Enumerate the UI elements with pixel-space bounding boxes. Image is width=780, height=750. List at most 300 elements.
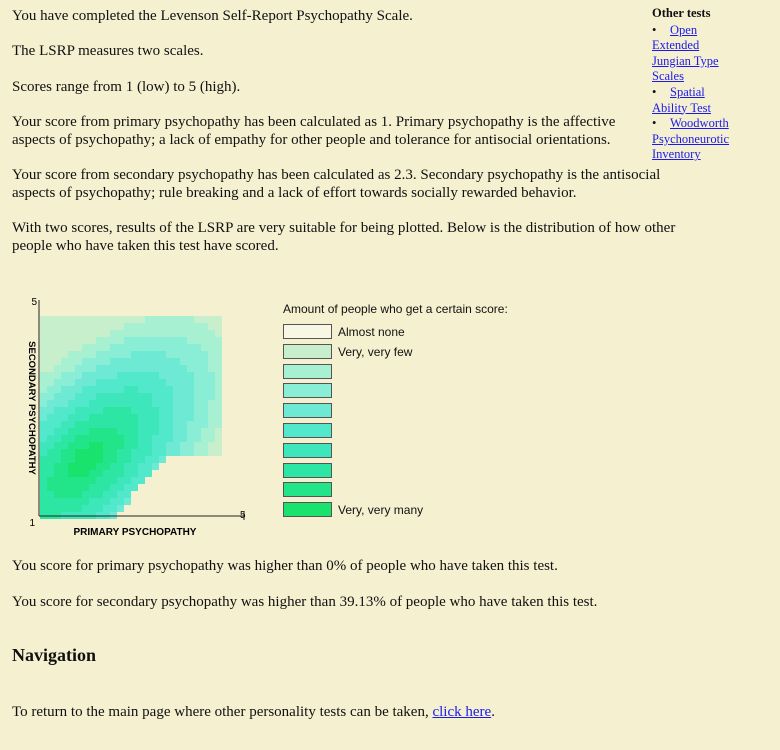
- heatmap-cell: [208, 435, 215, 442]
- heatmap-cell: [117, 435, 124, 442]
- heatmap-cell: [47, 484, 54, 491]
- heatmap-cell: [145, 463, 152, 470]
- heatmap-cell: [145, 379, 152, 386]
- heatmap-cell: [103, 505, 110, 512]
- heatmap-cell: [152, 428, 159, 435]
- secondary-score-line1: Your score from secondary psychopathy has been calculated as 2.3. Secondary psychopathy is the antisocial: [12, 167, 661, 183]
- heatmap-cell: [82, 393, 89, 400]
- heatmap-cell: [215, 449, 222, 456]
- heatmap-cell: [68, 477, 75, 484]
- heatmap-cell: [89, 463, 96, 470]
- heatmap-cell: [82, 358, 89, 365]
- heatmap-cell: [152, 456, 159, 463]
- heatmap-cell: [180, 358, 187, 365]
- heatmap-cell: [208, 358, 215, 365]
- heatmap-cell: [215, 393, 222, 400]
- heatmap-cell: [201, 449, 208, 456]
- heatmap-cell: [82, 463, 89, 470]
- heatmap-cell: [194, 414, 201, 421]
- heatmap-cell: [117, 484, 124, 491]
- heatmap-cell: [138, 414, 145, 421]
- heatmap-cell: [201, 358, 208, 365]
- heatmap-cell: [138, 358, 145, 365]
- heatmap-cell: [82, 386, 89, 393]
- heatmap-cell: [201, 365, 208, 372]
- heatmap-cell: [75, 414, 82, 421]
- heatmap-cell: [131, 372, 138, 379]
- heatmap-cell: [145, 442, 152, 449]
- heatmap-cell: [138, 316, 145, 323]
- heatmap-cell: [117, 358, 124, 365]
- heatmap-cell: [110, 344, 117, 351]
- heatmap-cell: [215, 330, 222, 337]
- heatmap-cell: [103, 365, 110, 372]
- heatmap-cell: [145, 351, 152, 358]
- heatmap-cell: [124, 428, 131, 435]
- heatmap-cell: [96, 330, 103, 337]
- heatmap-cell: [47, 365, 54, 372]
- heatmap-cell: [152, 421, 159, 428]
- legend-row: [283, 482, 508, 502]
- heatmap-cell: [187, 316, 194, 323]
- heatmap-cell: [215, 421, 222, 428]
- plot-intro-text: [12, 219, 675, 255]
- heatmap-cell: [131, 435, 138, 442]
- heatmap-cell: [75, 491, 82, 498]
- heatmap-cell: [54, 393, 61, 400]
- heatmap-cell: [208, 365, 215, 372]
- heatmap-cell: [215, 386, 222, 393]
- heatmap-cell: [89, 505, 96, 512]
- heatmap-cell: [194, 442, 201, 449]
- heatmap-cell: [117, 323, 124, 330]
- heatmap-cell: [75, 372, 82, 379]
- heatmap-cell: [68, 323, 75, 330]
- heatmap-cell: [159, 344, 166, 351]
- heatmap-cell: [208, 344, 215, 351]
- heatmap-cell: [96, 442, 103, 449]
- heatmap-cell: [159, 456, 166, 463]
- heatmap-cell: [152, 351, 159, 358]
- heatmap-cell: [82, 344, 89, 351]
- heatmap-cell: [54, 400, 61, 407]
- heatmap-cell: [61, 435, 68, 442]
- heatmap-cell: [180, 442, 187, 449]
- heatmap-cell: [215, 407, 222, 414]
- heatmap-cell: [82, 498, 89, 505]
- heatmap-cell: [47, 407, 54, 414]
- heatmap-cell: [47, 393, 54, 400]
- heatmap-cell: [194, 372, 201, 379]
- heatmap-cell: [89, 379, 96, 386]
- legend-caption: Amount of people who get a certain score:: [283, 302, 508, 316]
- legend-row: [283, 463, 508, 483]
- heatmap-cell: [75, 344, 82, 351]
- heatmap-cell: [201, 400, 208, 407]
- heatmap-cell: [159, 428, 166, 435]
- heatmap-cell: [82, 365, 89, 372]
- secondary-score-text: [12, 166, 660, 202]
- heatmap-cell: [131, 456, 138, 463]
- primary-percentile-text: You score for primary psychopathy was higher than 0% of people who have taken this test.: [12, 558, 558, 574]
- heatmap-cell: [75, 421, 82, 428]
- heatmap-cell: [54, 386, 61, 393]
- heatmap-cell: [201, 372, 208, 379]
- heatmap-cell: [40, 435, 47, 442]
- heatmap-cell: [54, 330, 61, 337]
- heatmap-cell: [117, 316, 124, 323]
- heatmap-cell: [180, 337, 187, 344]
- navigation-sentence: To return to the main page where other personality tests can be taken,: [12, 704, 433, 720]
- heatmap-cell: [110, 421, 117, 428]
- heatmap-cell: [40, 414, 47, 421]
- heatmap-cell: [89, 498, 96, 505]
- heatmap-cell: [145, 316, 152, 323]
- heatmap-cell: [138, 372, 145, 379]
- heatmap-cell: [166, 337, 173, 344]
- link-open-extended-jungian[interactable]: Open Extended Jungian Type Scales: [652, 22, 719, 84]
- heatmap-cell: [40, 470, 47, 477]
- heatmap-cell: [166, 414, 173, 421]
- heatmap-cell: [152, 337, 159, 344]
- heatmap-cell: [61, 386, 68, 393]
- heatmap-cell: [89, 449, 96, 456]
- heatmap-cell: [54, 316, 61, 323]
- heatmap-cell: [145, 421, 152, 428]
- heatmap-cell: [145, 365, 152, 372]
- heatmap-cell: [96, 484, 103, 491]
- heatmap-cell: [124, 393, 131, 400]
- heatmap-cell: [138, 470, 145, 477]
- heatmap-cell: [124, 372, 131, 379]
- other-tests-title: Other tests: [652, 6, 711, 20]
- heatmap-cell: [124, 358, 131, 365]
- heatmap-cell: [152, 323, 159, 330]
- heatmap-cell: [54, 379, 61, 386]
- heatmap-cell: [124, 316, 131, 323]
- heatmap-cell: [96, 463, 103, 470]
- heatmap-cell: [117, 442, 124, 449]
- heatmap-cell: [117, 470, 124, 477]
- heatmap-cell: [215, 400, 222, 407]
- heatmap-cell: [166, 351, 173, 358]
- heatmap-cell: [138, 449, 145, 456]
- heatmap-cell: [166, 323, 173, 330]
- heatmap-cell: [68, 400, 75, 407]
- heatmap-cell: [131, 470, 138, 477]
- heatmap-cell: [208, 421, 215, 428]
- heatmap-cell: [173, 372, 180, 379]
- heatmap-cell: [215, 442, 222, 449]
- heatmap-cell: [54, 435, 61, 442]
- heatmap-cell: [89, 428, 96, 435]
- heatmap-cell: [40, 393, 47, 400]
- heatmap-cell: [103, 470, 110, 477]
- heatmap-cell: [194, 316, 201, 323]
- link-spatial-ability[interactable]: Spatial Ability Test: [652, 84, 711, 115]
- heatmap-cell: [124, 456, 131, 463]
- heatmap-cell: [187, 414, 194, 421]
- heatmap-cell: [61, 372, 68, 379]
- heatmap-cell: [61, 379, 68, 386]
- heatmap-cell: [110, 463, 117, 470]
- sidebar-item-open-extended-jungian: [652, 23, 772, 85]
- heatmap-cell: [40, 365, 47, 372]
- heatmap-cell: [131, 316, 138, 323]
- heatmap-cell: [215, 337, 222, 344]
- heatmap-cell: [173, 337, 180, 344]
- heatmap-cell: [201, 386, 208, 393]
- heatmap-cell: [124, 330, 131, 337]
- heatmap-cell: [47, 358, 54, 365]
- heatmap-cell: [173, 358, 180, 365]
- heatmap-cell: [61, 344, 68, 351]
- heatmap-cell: [89, 330, 96, 337]
- heatmap-cell: [40, 344, 47, 351]
- heatmap-cell: [82, 484, 89, 491]
- heatmap-cell: [201, 407, 208, 414]
- heatmap-cell: [40, 337, 47, 344]
- heatmap-cell: [61, 330, 68, 337]
- heatmap-cell: [75, 330, 82, 337]
- heatmap-cell: [208, 393, 215, 400]
- heatmap-cell: [201, 393, 208, 400]
- legend-swatch: [283, 364, 332, 379]
- legend-row: [283, 423, 508, 443]
- heatmap-cell: [180, 449, 187, 456]
- heatmap-cell: [166, 435, 173, 442]
- heatmap-cell: [89, 372, 96, 379]
- heatmap-cell: [180, 372, 187, 379]
- heatmap-cell: [180, 323, 187, 330]
- heatmap-cell: [152, 386, 159, 393]
- y-tick-label-5: 5: [31, 297, 37, 308]
- heatmap-cell: [89, 358, 96, 365]
- heatmap-cell: [68, 498, 75, 505]
- heatmap-cell: [96, 456, 103, 463]
- heatmap-cell: [194, 400, 201, 407]
- heatmap-cell: [138, 351, 145, 358]
- heatmap-cell: [117, 505, 124, 512]
- heatmap-cell: [166, 379, 173, 386]
- heatmap-cell: [110, 379, 117, 386]
- heatmap-cell: [173, 414, 180, 421]
- heatmap-cell: [61, 477, 68, 484]
- heatmap-cell: [47, 463, 54, 470]
- heatmap-cell: [152, 442, 159, 449]
- other-tests-sidebar: [652, 6, 772, 163]
- heatmap-cell: [61, 421, 68, 428]
- heatmap-cell: [138, 330, 145, 337]
- heatmap-cell: [173, 421, 180, 428]
- heatmap-cell: [159, 421, 166, 428]
- heatmap-cell: [145, 435, 152, 442]
- heatmap-cell: [68, 414, 75, 421]
- navigation-text: [12, 703, 495, 721]
- heatmap-cell: [103, 379, 110, 386]
- x-tick-label-1: 1: [29, 518, 35, 529]
- heatmap-cell: [180, 407, 187, 414]
- heatmap-cell: [187, 351, 194, 358]
- heatmap-cell: [61, 442, 68, 449]
- heatmap-cell: [54, 351, 61, 358]
- heatmap-cell: [40, 407, 47, 414]
- heatmap-cell: [54, 505, 61, 512]
- heatmap-cell: [68, 456, 75, 463]
- heatmap-cell: [159, 442, 166, 449]
- heatmap-cell: [117, 463, 124, 470]
- heatmap-cell: [117, 379, 124, 386]
- heatmap-cell: [131, 484, 138, 491]
- heatmap-cell: [61, 449, 68, 456]
- heatmap-cell: [89, 442, 96, 449]
- heatmap-cell: [110, 449, 117, 456]
- heatmap-cell: [159, 330, 166, 337]
- x-axis-label: PRIMARY PSYCHOPATHY: [73, 527, 197, 538]
- heatmap-cell: [180, 365, 187, 372]
- heatmap-cell: [131, 323, 138, 330]
- heatmap-cell: [173, 316, 180, 323]
- heatmap-cell: [75, 316, 82, 323]
- heatmap-cell: [54, 442, 61, 449]
- heatmap-cell: [124, 414, 131, 421]
- heatmap-cell: [47, 400, 54, 407]
- heatmap-cell: [82, 379, 89, 386]
- heatmap-cell: [89, 316, 96, 323]
- heatmap-cell: [54, 421, 61, 428]
- heatmap-cell: [82, 323, 89, 330]
- heatmap-cell: [117, 414, 124, 421]
- heatmap-cell: [103, 393, 110, 400]
- bullet-icon: •: [652, 116, 657, 131]
- heatmap-cell: [138, 393, 145, 400]
- heatmap-cell: [54, 449, 61, 456]
- heatmap-cell: [110, 484, 117, 491]
- heatmap-cell: [145, 386, 152, 393]
- heatmap-cell: [173, 400, 180, 407]
- heatmap-cell: [201, 351, 208, 358]
- heatmap-cell: [159, 323, 166, 330]
- heatmap-cell: [47, 386, 54, 393]
- heatmap-cell: [47, 442, 54, 449]
- heatmap-cell: [68, 505, 75, 512]
- heatmap-cell: [145, 456, 152, 463]
- heatmap-cell: [47, 421, 54, 428]
- heatmap-cell: [96, 421, 103, 428]
- measures-text: The LSRP measures two scales.: [12, 43, 204, 59]
- heatmap-cell: [89, 484, 96, 491]
- heatmap-cell: [124, 498, 131, 505]
- heatmap-cell: [68, 379, 75, 386]
- secondary-score-line2: aspects of psychopathy; rule breaking and a lack of effort towards socially rewarded behavior.: [12, 185, 577, 201]
- heatmap-cell: [124, 351, 131, 358]
- heatmap-cell: [68, 421, 75, 428]
- heatmap-cell: [61, 428, 68, 435]
- heatmap-cell: [194, 358, 201, 365]
- heatmap-cell: [96, 435, 103, 442]
- heatmap-cell: [110, 365, 117, 372]
- heatmap-cell: [194, 344, 201, 351]
- heatmap-cell: [145, 372, 152, 379]
- heatmap-cell: [131, 386, 138, 393]
- heatmap-cell: [131, 400, 138, 407]
- x-tick-label-5: 5: [240, 510, 246, 521]
- heatmap-cell: [159, 358, 166, 365]
- heatmap-cell: [61, 414, 68, 421]
- heatmap-cell: [166, 393, 173, 400]
- heatmap-cell: [54, 344, 61, 351]
- heatmap-cell: [159, 379, 166, 386]
- heatmap-cell: [110, 323, 117, 330]
- heatmap-cell: [180, 344, 187, 351]
- legend-swatch: [283, 383, 332, 398]
- heatmap-cell: [47, 351, 54, 358]
- heatmap-cell: [145, 400, 152, 407]
- heatmap-cell: [103, 442, 110, 449]
- heatmap-cell: [47, 337, 54, 344]
- heatmap-cell: [75, 386, 82, 393]
- heatmap-cell: [68, 393, 75, 400]
- heatmap-cell: [68, 484, 75, 491]
- heatmap-cell: [124, 421, 131, 428]
- heatmap-cell: [110, 498, 117, 505]
- heatmap-cell: [54, 337, 61, 344]
- heatmap-cell: [159, 407, 166, 414]
- heatmap-cell: [152, 393, 159, 400]
- primary-score-text: [12, 113, 615, 149]
- heatmap-cell: [131, 414, 138, 421]
- heatmap-cell: [131, 330, 138, 337]
- heatmap-cell: [54, 323, 61, 330]
- heatmap-cell: [138, 337, 145, 344]
- heatmap-cell: [75, 477, 82, 484]
- heatmap-cell: [68, 491, 75, 498]
- heatmap-cell: [159, 435, 166, 442]
- heatmap-cell: [96, 379, 103, 386]
- heatmap-cell: [131, 351, 138, 358]
- heatmap-cell: [103, 435, 110, 442]
- heatmap-cell: [89, 407, 96, 414]
- heatmap-cell: [124, 386, 131, 393]
- heatmap-cell: [180, 414, 187, 421]
- heatmap-cell: [187, 421, 194, 428]
- heatmap-cell: [159, 386, 166, 393]
- heatmap-cell: [187, 386, 194, 393]
- link-woodworth-psychoneurotic[interactable]: Woodworth Psychoneurotic Inventory: [652, 116, 730, 162]
- legend-row: [283, 383, 508, 403]
- heatmap-cell: [89, 344, 96, 351]
- legend-row: [283, 364, 508, 384]
- heatmap-cell: [68, 428, 75, 435]
- heatmap-cell: [124, 400, 131, 407]
- heatmap-cell: [75, 379, 82, 386]
- heatmap-cell: [187, 372, 194, 379]
- legend-row: [283, 443, 508, 463]
- heatmap-cell: [89, 393, 96, 400]
- click-here-link[interactable]: click here: [432, 704, 492, 720]
- heatmap-cell: [47, 414, 54, 421]
- heatmap-cell: [180, 400, 187, 407]
- heatmap-cell: [96, 393, 103, 400]
- heatmap-cell: [131, 477, 138, 484]
- other-tests-list: [652, 23, 772, 163]
- heatmap-cell: [159, 337, 166, 344]
- heatmap-cell: [54, 491, 61, 498]
- heatmap-cell: [96, 344, 103, 351]
- heatmap-cell: [54, 428, 61, 435]
- heatmap-cell: [173, 442, 180, 449]
- heatmap-cell: [173, 435, 180, 442]
